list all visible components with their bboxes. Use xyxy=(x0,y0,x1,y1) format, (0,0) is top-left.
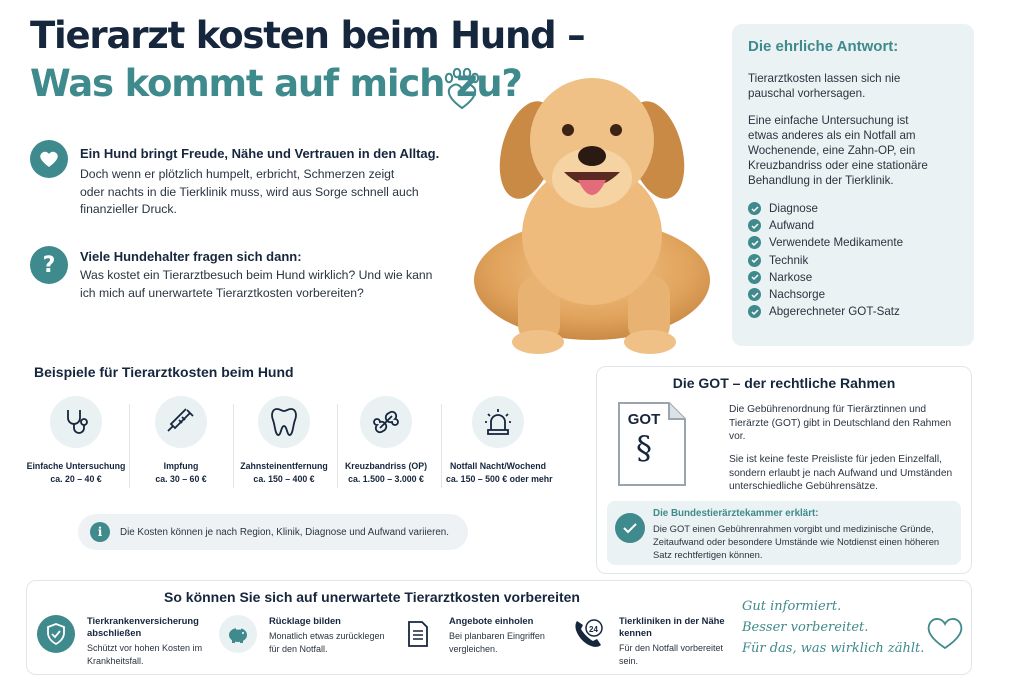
example-notfall: Notfall Nacht/Wochend ca. 150 – 500 € oder mehr xyxy=(446,396,550,486)
prepare-item-ruecklage: Rücklage bilden Monatlich etwas zurücklegen für den Notfall. xyxy=(219,615,389,655)
btk-title: Die Bundestierärztekammer erklärt: xyxy=(653,508,819,519)
answer-paragraph-2: Eine einfache Untersuchung ist etwas anderes als ein Notfall am Wochenende, eine Zahn-OP, ein Kreuzbandriss oder eine stationäre Behandlung in der Tierklinik. xyxy=(748,114,928,187)
answer-panel xyxy=(732,24,974,346)
check-icon xyxy=(748,288,761,301)
check-circle-icon xyxy=(615,513,645,543)
list-item: Nachsorge xyxy=(748,286,958,303)
divider xyxy=(441,404,442,488)
check-icon xyxy=(748,254,761,267)
btk-text: Die GOT einen Gebührenrahmen vorgibt und medizinische Gründe, Zeitaufwand oder besondere Umstände wie Notdienst einen höheren Satz rechtfertigen können. xyxy=(653,523,940,560)
intro-text-1: Doch wenn er plötzlich humpelt, erbricht, Schmerzen zeigt oder nachts in die Tierklinik muss, wird aus Sorge schnell auch finanzieller Druck. xyxy=(80,167,419,216)
check-icon xyxy=(748,271,761,284)
intro-title-2: Viele Hundehalter fragen sich dann: xyxy=(80,249,302,264)
page-subtitle: Was kommt auf mich zu? xyxy=(30,62,522,105)
info-icon: i xyxy=(90,522,110,542)
list-item: Abgerechneter GOT-Satz xyxy=(748,303,958,320)
phone-24-icon: 24 xyxy=(569,615,607,653)
page-title: Tierarzt kosten beim Hund – xyxy=(30,14,585,57)
check-icon xyxy=(748,305,761,318)
prepare-title: So können Sie sich auf unerwartete Tierarztkosten vorbereiten xyxy=(164,589,580,605)
check-icon xyxy=(748,219,761,232)
siren-icon xyxy=(472,396,524,448)
slogan: Gut informiert. Besser vorbereitet. Für das, was wirklich zählt. xyxy=(742,599,925,656)
question-icon: ? xyxy=(30,246,68,284)
btk-box xyxy=(607,501,961,565)
heart-icon xyxy=(30,140,68,178)
document-icon xyxy=(399,615,437,653)
paragraph-symbol: § xyxy=(636,429,652,467)
got-panel xyxy=(596,366,972,574)
cost-note xyxy=(78,514,468,550)
syringe-icon xyxy=(155,396,207,448)
answer-title: Die ehrliche Antwort: xyxy=(748,38,899,55)
check-icon xyxy=(748,202,761,215)
prepare-item-tierklinik: 24 Tierkliniken in der Nähe kennen Für den Notfall vorbereitet sein. xyxy=(569,615,739,667)
answer-paragraph-1: Tierarztkosten lassen sich nie pauschal vorhersagen. xyxy=(748,72,901,100)
list-item: Diagnose xyxy=(748,200,958,217)
got-title: Die GOT – der rechtliche Rahmen xyxy=(672,375,896,391)
bone-icon xyxy=(360,396,412,448)
got-paragraph-2: Sie ist keine feste Preisliste für jeden Einzelfall, sondern erlaubt je nach Aufwand und Umständen unterschiedliche Gebührensätze. xyxy=(729,454,953,492)
note-text: Die Kosten können je nach Region, Klinik, Diagnose und Aufwand variieren. xyxy=(120,526,449,538)
list-item: Narkose xyxy=(748,269,958,286)
tooth-icon xyxy=(258,396,310,448)
example-impfung: Impfung ca. 30 – 60 € xyxy=(129,396,233,486)
intro-title-1: Ein Hund bringt Freude, Nähe und Vertrauen in den Alltag. xyxy=(80,146,440,161)
check-icon xyxy=(748,236,761,249)
stethoscope-icon xyxy=(50,396,102,448)
got-paragraph-1: Die Gebührenordnung für Tierärztinnen und Tierärzte (GOT) gibt in Deutschland den Rahmen vor. xyxy=(729,404,952,442)
list-item: Technik xyxy=(748,252,958,269)
examples-title: Beispiele für Tierarztkosten beim Hund xyxy=(34,364,294,380)
intro-text-2: Was kostet ein Tierarztbesuch beim Hund wirklich? Und wie kann ich mich auf unerwartete Tierarztkosten vorbereiten? xyxy=(80,268,433,300)
list-item: Aufwand xyxy=(748,217,958,234)
shield-check-icon xyxy=(37,615,75,653)
got-doc-label: GOT xyxy=(627,411,661,428)
factor-list xyxy=(748,200,958,320)
piggy-bank-icon xyxy=(219,615,257,653)
golden-retriever-image xyxy=(460,60,725,360)
example-zahnstein: Zahnsteinentfernung ca. 150 – 400 € xyxy=(232,396,336,486)
prepare-item-versicherung: Tierkrankenversicherung abschließen Schützt vor hohen Kosten im Krankheitsfall. xyxy=(37,615,207,667)
example-kreuzband: Kreuzbandriss (OP) ca. 1.500 – 3.000 € xyxy=(334,396,438,486)
prepare-item-angebote: Angebote einholen Bei planbaren Eingriffen vergleichen. xyxy=(399,615,559,655)
heart-outline-icon xyxy=(924,612,966,652)
list-item: Verwendete Medikamente xyxy=(748,234,958,251)
example-untersuchung: Einfache Untersuchung ca. 20 – 40 € xyxy=(24,396,128,486)
